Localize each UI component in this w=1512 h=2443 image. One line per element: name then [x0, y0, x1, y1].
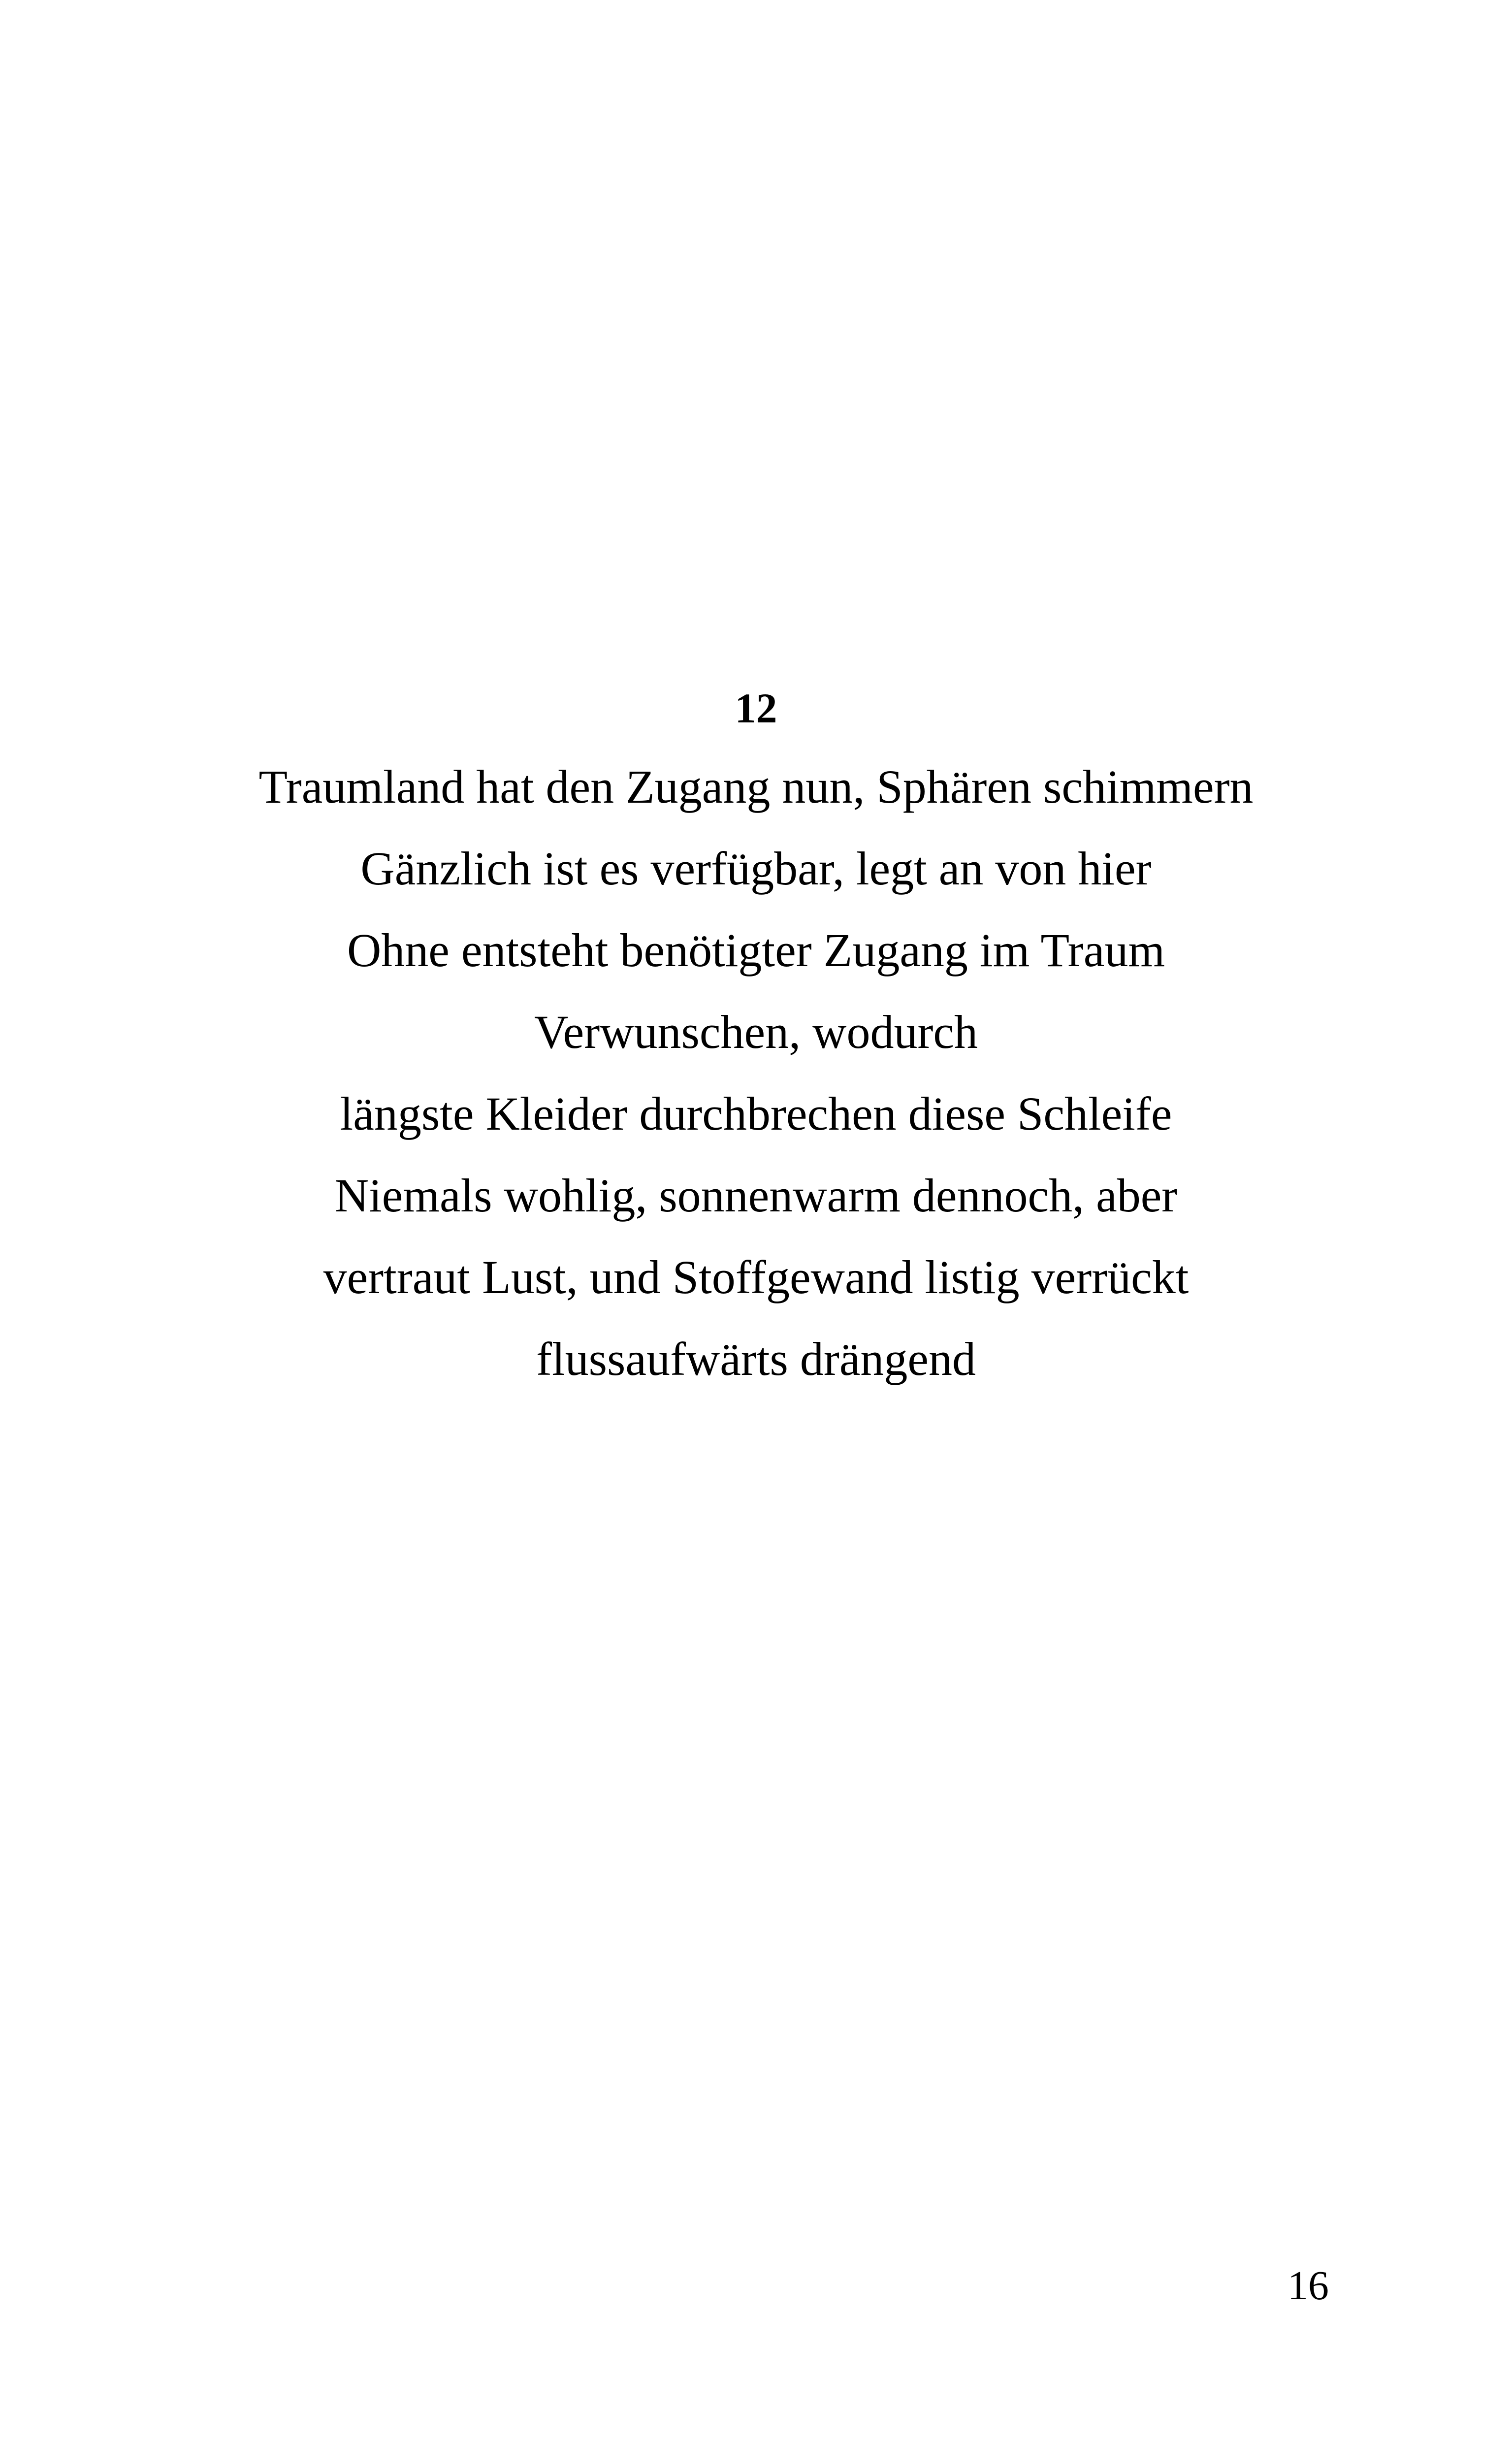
poem-line: Ohne entsteht benötigter Zugang im Traum: [347, 924, 1165, 977]
poem-line: Verwunschen, wodurch: [534, 1006, 978, 1058]
poem-line: Niemals wohlig, sonnenwarm dennoch, aber: [334, 1169, 1178, 1222]
poem-block: [0, 684, 1512, 1400]
poem-line: flussaufwärts drängend: [536, 1333, 976, 1385]
page-number: 16: [1287, 2263, 1329, 2309]
poem-number: 12: [735, 684, 777, 732]
poem-lines: [0, 746, 1512, 1400]
poem-line: Gänzlich ist es verfügbar, legt an von hier: [360, 842, 1152, 895]
poem-line: vertraut Lust, und Stoffgewand listig verrückt: [323, 1251, 1189, 1303]
poem-line: Traumland hat den Zugang nun, Sphären schimmern: [258, 760, 1254, 813]
poem-line: längste Kleider durchbrechen diese Schleife: [340, 1087, 1172, 1140]
